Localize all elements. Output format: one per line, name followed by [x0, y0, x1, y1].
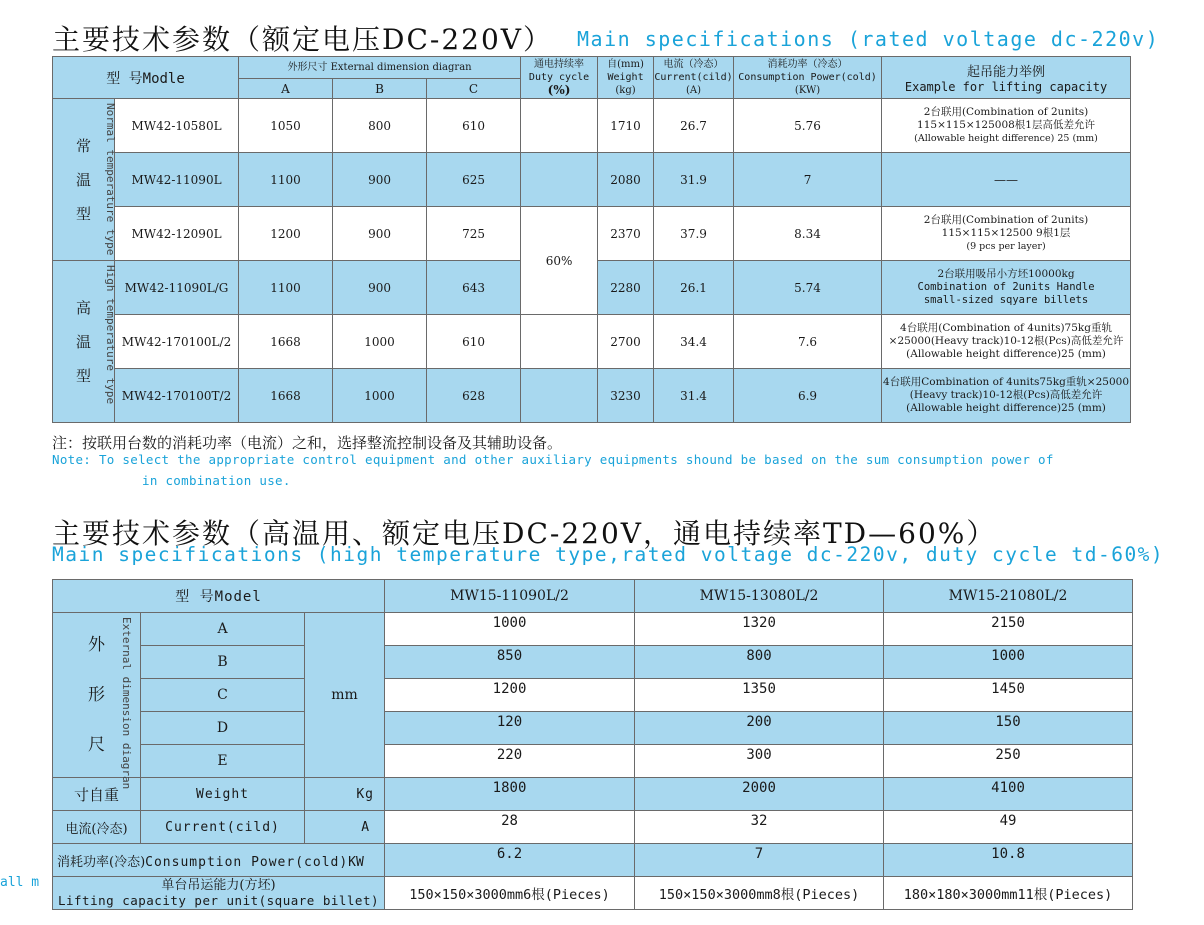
dim-b-cell: 900: [333, 261, 427, 315]
value-cell: 7: [635, 844, 884, 877]
lifting-example-cell: [882, 207, 1131, 261]
category-high-cn-2: 温: [75, 332, 91, 351]
lifting-line: (Allowable height difference)25 (mm): [906, 402, 1106, 414]
lifting-line: 2台联用吸吊小方坯10000kg: [937, 268, 1075, 280]
header-lifting-cn: 起吊能力举例: [967, 65, 1046, 80]
weight-cell: 1710: [598, 99, 654, 153]
current-cell: 26.7: [654, 99, 734, 153]
table-row: [53, 153, 1131, 207]
model-cell: MW15-21080L/2: [884, 580, 1133, 613]
power-cell: 8.34: [734, 207, 882, 261]
lifting-example-cell: [882, 315, 1131, 369]
model-cell: MW42-11090L/G: [115, 261, 239, 315]
section1-title-en: Main specifications (rated voltage dc-220v): [577, 27, 1160, 51]
dim-label: E: [141, 745, 305, 778]
header-current-en: Current(cild): [654, 72, 733, 83]
lifting-label-cn: 单台吊运能力(方坯): [161, 878, 276, 893]
dim-label: A: [141, 613, 305, 646]
power-cell: 5.76: [734, 99, 882, 153]
dim-unit: mm: [305, 613, 385, 778]
lifting-cell: 150×150×3000mm6根(Pieces): [385, 877, 635, 910]
category-normal-cn-2: 温: [75, 170, 91, 189]
dim-c-cell: 643: [427, 261, 521, 315]
lifting-line: 115×115×125008根1层高低差允许: [917, 119, 1095, 131]
header-power: [734, 57, 882, 99]
table-row: [53, 646, 1133, 679]
table-row: [53, 207, 1131, 261]
weight-row: [53, 778, 1133, 811]
dim-label: B: [141, 646, 305, 679]
lifting-line: small-sized sqyare billets: [923, 294, 1089, 306]
dim-c-cell: 628: [427, 369, 521, 423]
header-dimensions: 外形尺寸 External dimension diagran: [239, 57, 521, 79]
dim-a-cell: 1200: [239, 207, 333, 261]
lifting-line: Combination of 2units Handle: [917, 281, 1095, 293]
model-cell: MW42-11090L: [115, 153, 239, 207]
current-cell: 31.9: [654, 153, 734, 207]
model-cell: MW42-12090L: [115, 207, 239, 261]
section2-title-cn: 主要技术参数（高温用、额定电压DC-220V，通电持续率TD—60%）: [52, 517, 997, 550]
header-power-cn: 消耗功率（冷态）: [767, 59, 848, 70]
table-row: [53, 99, 1131, 153]
lifting-cell: 150×150×3000mm8根(Pieces): [635, 877, 884, 910]
header-model: 型 号Modle: [53, 57, 239, 99]
current-cell: 34.4: [654, 315, 734, 369]
value-cell: 4100: [884, 778, 1133, 811]
current-label-cn: 电流(冷态): [53, 811, 141, 844]
dimension-group-label: [53, 613, 141, 790]
lifting-row: [53, 877, 1133, 910]
note-cn: 注：按联用台数的消耗功率（电流）之和，选择整流控制设备及其辅助设备。: [52, 434, 563, 452]
section1-title: [52, 18, 1159, 58]
header-current-unit: (A): [686, 85, 702, 96]
category-normal-cn-3: 型: [75, 204, 91, 223]
current-unit: A: [305, 811, 385, 844]
category-normal-cn-1: 常: [75, 136, 91, 155]
lifting-line: ×25000(Heavy track)10-12根(Pcs)高低差允许: [888, 335, 1124, 347]
header-current: [654, 57, 734, 99]
dim-c-cell: 725: [427, 207, 521, 261]
duty-cell: [521, 369, 598, 423]
dim-a-cell: 1100: [239, 153, 333, 207]
value-cell: 300: [635, 745, 884, 778]
dim-c-cell: 625: [427, 153, 521, 207]
lifting-line: 115×115×12500 9根1层: [941, 227, 1071, 239]
lifting-label-en: Lifting capacity per unit(square billet): [57, 893, 380, 908]
lifting-line: (Allowable height difference)25 (mm): [906, 348, 1106, 360]
header-lifting-en: Example for lifting capacity: [904, 80, 1108, 94]
category-high-cn-3: 型: [75, 366, 91, 385]
value-cell: 200: [635, 712, 884, 745]
category-normal-en: Normal temperature type: [104, 103, 117, 256]
stray-text: all m: [0, 875, 40, 890]
value-cell: 150: [884, 712, 1133, 745]
lifting-example-cell: [882, 369, 1131, 423]
dim-a-cell: 1050: [239, 99, 333, 153]
weight-cell: 2700: [598, 315, 654, 369]
header-dim-c: C: [427, 79, 521, 99]
header-dim-a: A: [239, 79, 333, 99]
dimension-group-cn-2: 形: [88, 685, 105, 705]
dim-a-cell: 1668: [239, 369, 333, 423]
power-label: [53, 844, 385, 877]
lifting-label: [53, 877, 385, 910]
weight-label-cn: 寸自重: [53, 778, 141, 811]
table-row: [53, 315, 1131, 369]
value-cell: 1000: [385, 613, 635, 646]
weight-label-en: Weight: [141, 778, 305, 811]
value-cell: 1800: [385, 778, 635, 811]
dim-b-cell: 1000: [333, 369, 427, 423]
value-cell: 6.2: [385, 844, 635, 877]
dim-b-cell: 900: [333, 207, 427, 261]
model-cell: MW42-170100L/2: [115, 315, 239, 369]
value-cell: 220: [385, 745, 635, 778]
dim-c-cell: 610: [427, 315, 521, 369]
section2-title-en: Main specifications (high temperature type,rated voltage dc-220v, duty cycle td-60%): [52, 543, 1165, 566]
header-duty-cn: 通电持续率: [534, 59, 585, 70]
power-row: [53, 844, 1133, 877]
dimension-group-cn-3: 尺: [88, 735, 105, 755]
dim-a-cell: 1668: [239, 315, 333, 369]
lifting-line: (Heavy track)10-12根(Pcs)高低差允许: [909, 389, 1103, 401]
power-cell: 7.6: [734, 315, 882, 369]
value-cell: 10.8: [884, 844, 1133, 877]
header-duty-en: Duty cycle: [528, 72, 590, 83]
header-current-cn: 电流（冷态）: [663, 59, 724, 70]
value-cell: 1000: [884, 646, 1133, 679]
model-cell: MW15-13080L/2: [635, 580, 884, 613]
power-cell: 5.74: [734, 261, 882, 315]
category-high-cn-1: 高: [75, 298, 91, 317]
current-cell: 26.1: [654, 261, 734, 315]
weight-cell: 2080: [598, 153, 654, 207]
lifting-example-cell: [882, 261, 1131, 315]
lifting-line: (9 pcs per layer): [966, 241, 1046, 252]
section1-title-cn: 主要技术参数（额定电压DC-220V）: [52, 23, 553, 56]
model-cell: MW15-11090L/2: [385, 580, 635, 613]
current-row: [53, 811, 1133, 844]
category-normal: [53, 99, 115, 261]
weight-cell: 2280: [598, 261, 654, 315]
dim-b-cell: 1000: [333, 315, 427, 369]
dim-c-cell: 610: [427, 99, 521, 153]
power-cell: 7: [734, 153, 882, 207]
weight-unit: Kg: [305, 778, 385, 811]
dim-label: D: [141, 712, 305, 745]
dim-a-cell: 1100: [239, 261, 333, 315]
power-label-cn: 消耗功率(冷态): [57, 854, 146, 870]
duty-cell: [521, 315, 598, 369]
current-label-en: Current(cild): [141, 811, 305, 844]
value-cell: 1200: [385, 679, 635, 712]
value-cell: 2000: [635, 778, 884, 811]
header-power-unit: (KW): [794, 85, 821, 96]
value-cell: 1450: [884, 679, 1133, 712]
lifting-line: 4台联用(Combination of 4units)75kg重轨: [900, 322, 1112, 334]
model-row: [53, 580, 1133, 613]
value-cell: 2150: [884, 613, 1133, 646]
lifting-example-cell: [882, 99, 1131, 153]
header-duty: [521, 57, 598, 99]
power-unit: KW: [348, 854, 364, 870]
table-row: [53, 712, 1133, 745]
current-cell: 31.4: [654, 369, 734, 423]
note-en: Note: To select the appropriate control equipment and other auxiliary equipments shound be based on the sum consumption power of: [52, 452, 1054, 467]
value-cell: 32: [635, 811, 884, 844]
value-cell: 28: [385, 811, 635, 844]
weight-cell: 2370: [598, 207, 654, 261]
header-lifting: [882, 57, 1131, 99]
value-cell: 1320: [635, 613, 884, 646]
category-high-en: High temperature type: [104, 265, 117, 405]
dim-label: C: [141, 679, 305, 712]
lifting-line: 4台联用Combination of 4units75kg重轨×25000: [883, 376, 1130, 388]
value-cell: 1350: [635, 679, 884, 712]
header-weight-en: Weight: [607, 72, 644, 83]
model-cell: MW42-10580L: [115, 99, 239, 153]
lifting-line: (Allowable height difference) 25 (mm): [914, 133, 1098, 144]
note-en-continued: in combination use.: [142, 473, 291, 488]
header-power-en: Consumption Power(cold): [738, 72, 877, 83]
lifting-line: 2台联用(Combination of 2units): [923, 106, 1089, 118]
table-row: [53, 369, 1131, 423]
value-cell: 250: [884, 745, 1133, 778]
header-weight-cn: 自(mm): [607, 59, 644, 70]
dimension-group-en: External dimension diagran: [120, 617, 133, 790]
model-label: 型 号Model: [53, 580, 385, 613]
duty-cell: [521, 153, 598, 207]
value-cell: 800: [635, 646, 884, 679]
value-cell: 850: [385, 646, 635, 679]
lifting-cell: 180×180×3000mm11根(Pieces): [884, 877, 1133, 910]
duty-cell: [521, 99, 598, 153]
table-row: [53, 745, 1133, 778]
power-cell: 6.9: [734, 369, 882, 423]
category-high: [53, 261, 115, 423]
dim-b-cell: 800: [333, 99, 427, 153]
model-cell: MW42-170100T/2: [115, 369, 239, 423]
current-cell: 37.9: [654, 207, 734, 261]
lifting-line: 2台联用(Combination of 2units): [923, 214, 1089, 226]
header-weight-unit: (kg): [615, 85, 636, 96]
header-dim-b: B: [333, 79, 427, 99]
spec-table-1: [52, 56, 1131, 423]
dimension-group-cn-1: 外: [88, 635, 105, 655]
header-duty-unit: (%): [547, 83, 571, 97]
header-weight: [598, 57, 654, 99]
power-label-en: Consumption Power(cold): [145, 854, 349, 870]
lifting-example-cell: ——: [882, 153, 1131, 207]
weight-cell: 3230: [598, 369, 654, 423]
dim-b-cell: 900: [333, 153, 427, 207]
spec-table-2: [52, 579, 1133, 910]
table-row: [53, 613, 1133, 646]
value-cell: 49: [884, 811, 1133, 844]
duty-value-cell: 60%: [521, 207, 598, 315]
value-cell: 120: [385, 712, 635, 745]
table-row: [53, 679, 1133, 712]
